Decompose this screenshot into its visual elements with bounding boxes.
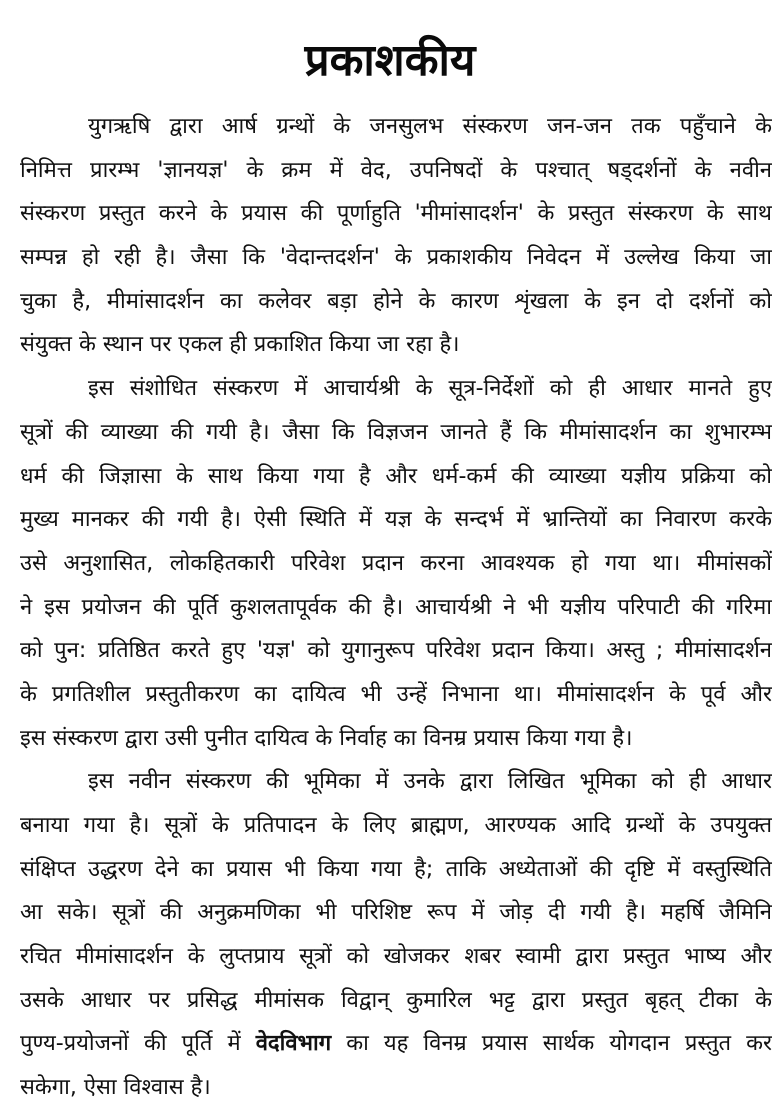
text-line: उसे अनुशासित, लोकहितकारी परिवेश प्रदान करना आवश्यक हो गया था। मीमांसकों [20, 550, 772, 576]
text-line: को पुन: प्रतिष्ठित करते हुए 'यज्ञ' को युगानुरूप परिवेश प्रदान किया। अस्तु ; मीमांसादर्शन [20, 638, 772, 664]
emphasized-text: वेदविभाग [255, 1031, 332, 1057]
paragraph [20, 105, 772, 367]
text-line: के प्रगतिशील प्रस्तुतीकरण का दायित्व भी उन्हें निभाना था। मीमांसादर्शन के पूर्व और [20, 681, 772, 707]
paragraph [20, 367, 772, 760]
text-line: संक्षिप्त उद्धरण देने का प्रयास भी किया गया है; ताकि अध्येताओं की दृष्टि में वस्तुस्थिति [20, 856, 772, 882]
text-line: सूत्रों की व्याख्या की गयी है। जैसा कि विज्ञजन जानते हैं कि मीमांसादर्शन का शुभारम्भ [20, 419, 772, 445]
page-title: प्रकाशकीय [304, 35, 476, 87]
text-line: सम्पन्न हो रही है। जैसा कि 'वेदान्तदर्शन' के प्रकाशकीय निवेदन में उल्लेख किया जा [20, 245, 772, 271]
text-line: बनाया गया है। सूत्रों के प्रतिपादन के लिए ब्राह्मण, आरण्यक आदि ग्रन्थों के उपयुक्त [20, 813, 772, 838]
text-line: युगऋषि द्वारा आर्ष ग्रन्थों के जनसुलभ संस्करण जन-जन तक पहुँचाने के [88, 114, 772, 139]
text-line: संयुक्त के स्थान पर एकल ही प्रकाशित किया जा रहा है। [20, 332, 460, 358]
text-line: इस नवीन संस्करण की भूमिका में उनके द्वारा लिखित भूमिका को ही आधार [88, 769, 772, 795]
text-line: इस संस्करण द्वारा उसी पुनीत दायित्व के निर्वाह का विनम्र प्रयास किया गया है। [20, 725, 633, 751]
paragraph [20, 760, 772, 1110]
text-line: धर्म की जिज्ञासा के साथ किया गया है और धर्म-कर्म की व्याख्या यज्ञीय प्रक्रिया को [20, 463, 772, 489]
text-line: चुका है, मीमांसादर्शन का कलेवर बड़ा होने के कारण शृंखला के इन दो दर्शनों को [20, 288, 772, 314]
text-line: मुख्य मानकर की गयी है। ऐसी स्थिति में यज्ञ के सन्दर्भ में भ्रान्तियों का निवारण करके [20, 507, 772, 533]
text-line [20, 1022, 772, 1066]
text-line: उसके आधार पर प्रसिद्ध मीमांसक विद्वान् कुमारिल भट्ट द्वारा प्रस्तुत बृहत् टीका के [20, 987, 772, 1013]
text-line: रचित मीमांसादर्शन के लुप्तप्राय सूत्रों को खोजकर शबर स्वामी द्वारा प्रस्तुत भाष्य और [20, 944, 772, 970]
text-line: निमित्त प्रारम्भ 'ज्ञानयज्ञ' के क्रम में वेद, उपनिषदों के पश्चात् षड्दर्शनों के नवीन [20, 157, 772, 183]
text-segment: का यह विनम्र प्रयास सार्थक योगदान प्रस्तुत कर [331, 1031, 772, 1057]
text-line: संस्करण प्रस्तुत करने के प्रयास की पूर्णाहुति 'मीमांसादर्शन' के प्रस्तुत संस्करण के साथ [20, 201, 772, 227]
text-segment: पुण्य-प्रयोजनों की पूर्ति में [20, 1031, 256, 1057]
document-body [20, 105, 772, 1110]
text-line: इस संशोधित संस्करण में आचार्यश्री के सूत्र-निर्देशों को ही आधार मानते हुए [88, 376, 772, 402]
text-line: आ सके। सूत्रों की अनुक्रमणिका भी परिशिष्ट रूप में जोड़ दी गयी है। महर्षि जैमिनि [20, 900, 772, 926]
text-line: सकेगा, ऐसा विश्वास है। [20, 1075, 211, 1101]
text-line: ने इस प्रयोजन की पूर्ति कुशलतापूर्वक की है। आचार्यश्री ने भी यज्ञीय परिपाटी की गरिमा [20, 594, 772, 620]
